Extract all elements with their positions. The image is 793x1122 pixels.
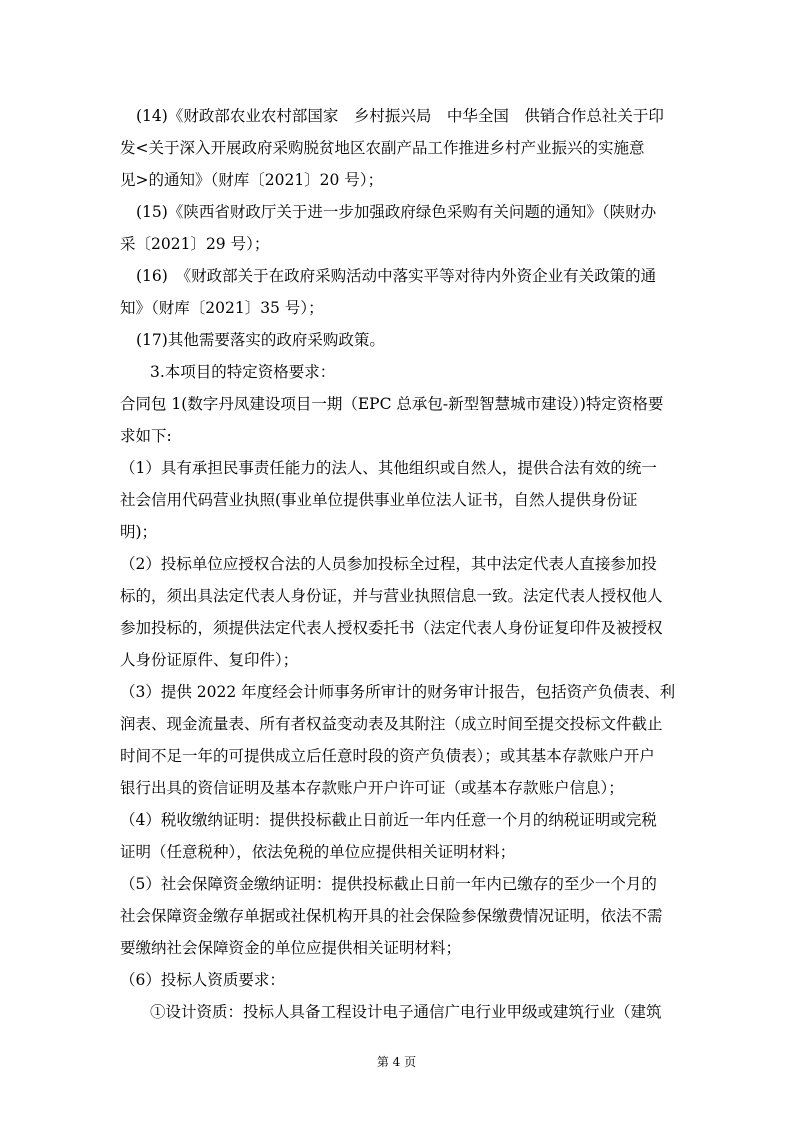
text-line: 社会保障资金缴存单据或社保机构开具的社会保险参保缴费情况证明，依法不需 — [120, 907, 663, 925]
text-line: 明)； — [120, 523, 158, 541]
text-line: 知》（财库〔2021〕35 号）； — [120, 299, 324, 317]
text-line: 润表、现金流量表、所有者权益变动表及其附注（成立时间至提交投标文件截止 — [120, 715, 663, 733]
text-line: 采〔2021〕29 号）； — [120, 235, 270, 253]
text-line: (14)《财政部农业农村部国家 乡村振兴局 中华全国 供销合作总社关于印 — [136, 107, 664, 125]
text-line: 见>的通知》（财库〔2021〕20 号）； — [120, 171, 384, 189]
text-line: 求如下: — [120, 427, 172, 445]
text-line: （3）提供 2022 年度经会计师事务所审计的财务审计报告，包括资产负债表、利 — [120, 683, 676, 701]
text-line: （6）投标人资质要求： — [120, 971, 285, 989]
section-heading: 3.本项目的特定资格要求： — [150, 363, 336, 381]
text-line: 社会信用代码营业执照(事业单位提供事业单位法人证书，自然人提供身份证 — [120, 491, 638, 509]
text-line: (15)《陕西省财政厅关于进一步加强政府绿色采购有关问题的通知》（陕财办 — [136, 203, 657, 221]
text-line: （1）具有承担民事责任能力的法人、其他组织或自然人，提供合法有效的统一 — [120, 459, 657, 477]
text-line: 发<关于深入开展政府采购脱贫地区农副产品工作推进乡村产业振兴的实施意 — [120, 139, 645, 157]
text-line: (16) 《财政部关于在政府采购活动中落实平等对待内外资企业有关政策的通 — [136, 267, 657, 285]
text-line: 银行出具的资信证明及基本存款账户开户许可证（或基本存款账户信息）； — [120, 779, 624, 797]
text-line: 标的，须出具法定代表人身份证，并与营业执照信息一致。法定代表人授权他人 — [120, 587, 663, 605]
text-line: （2）投标单位应授权合法的人员参加投标全过程，其中法定代表人直接参加投 — [120, 555, 657, 573]
text-line: （5）社会保障资金缴纳证明：提供投标截止日前一年内已缴存的至少一个月的 — [120, 875, 657, 893]
text-line: 人身份证原件、复印件）； — [120, 651, 299, 669]
text-line: 参加投标的，须提供法定代表人授权委托书（法定代表人身份证复印件及被授权 — [120, 619, 663, 637]
text-line: ①设计资质：投标人具备工程设计电子通信广电行业甲级或建筑行业（建筑 — [150, 1003, 662, 1021]
text-line: （4）税收缴纳证明：提供投标截止日前近一年内任意一个月的纳税证明或完税 — [120, 811, 657, 829]
text-line: (17)其他需要落实的政府采购政策。 — [136, 331, 385, 349]
text-line: 合同包 1(数字丹凤建设项目一期（EPC 总承包-新型智慧城市建设）)特定资格要 — [120, 395, 664, 413]
text-line: 要缴纳社会保障资金的单位应提供相关证明材料； — [120, 939, 462, 957]
text-line: 证明（任意税种），依法免税的单位应提供相关证明材料； — [120, 843, 516, 861]
text-line: 时间不足一年的可提供成立后任意时段的资产负债表）；或其基本存款账户开户 — [120, 747, 655, 765]
page-number: 第 4 页 — [376, 1055, 417, 1069]
